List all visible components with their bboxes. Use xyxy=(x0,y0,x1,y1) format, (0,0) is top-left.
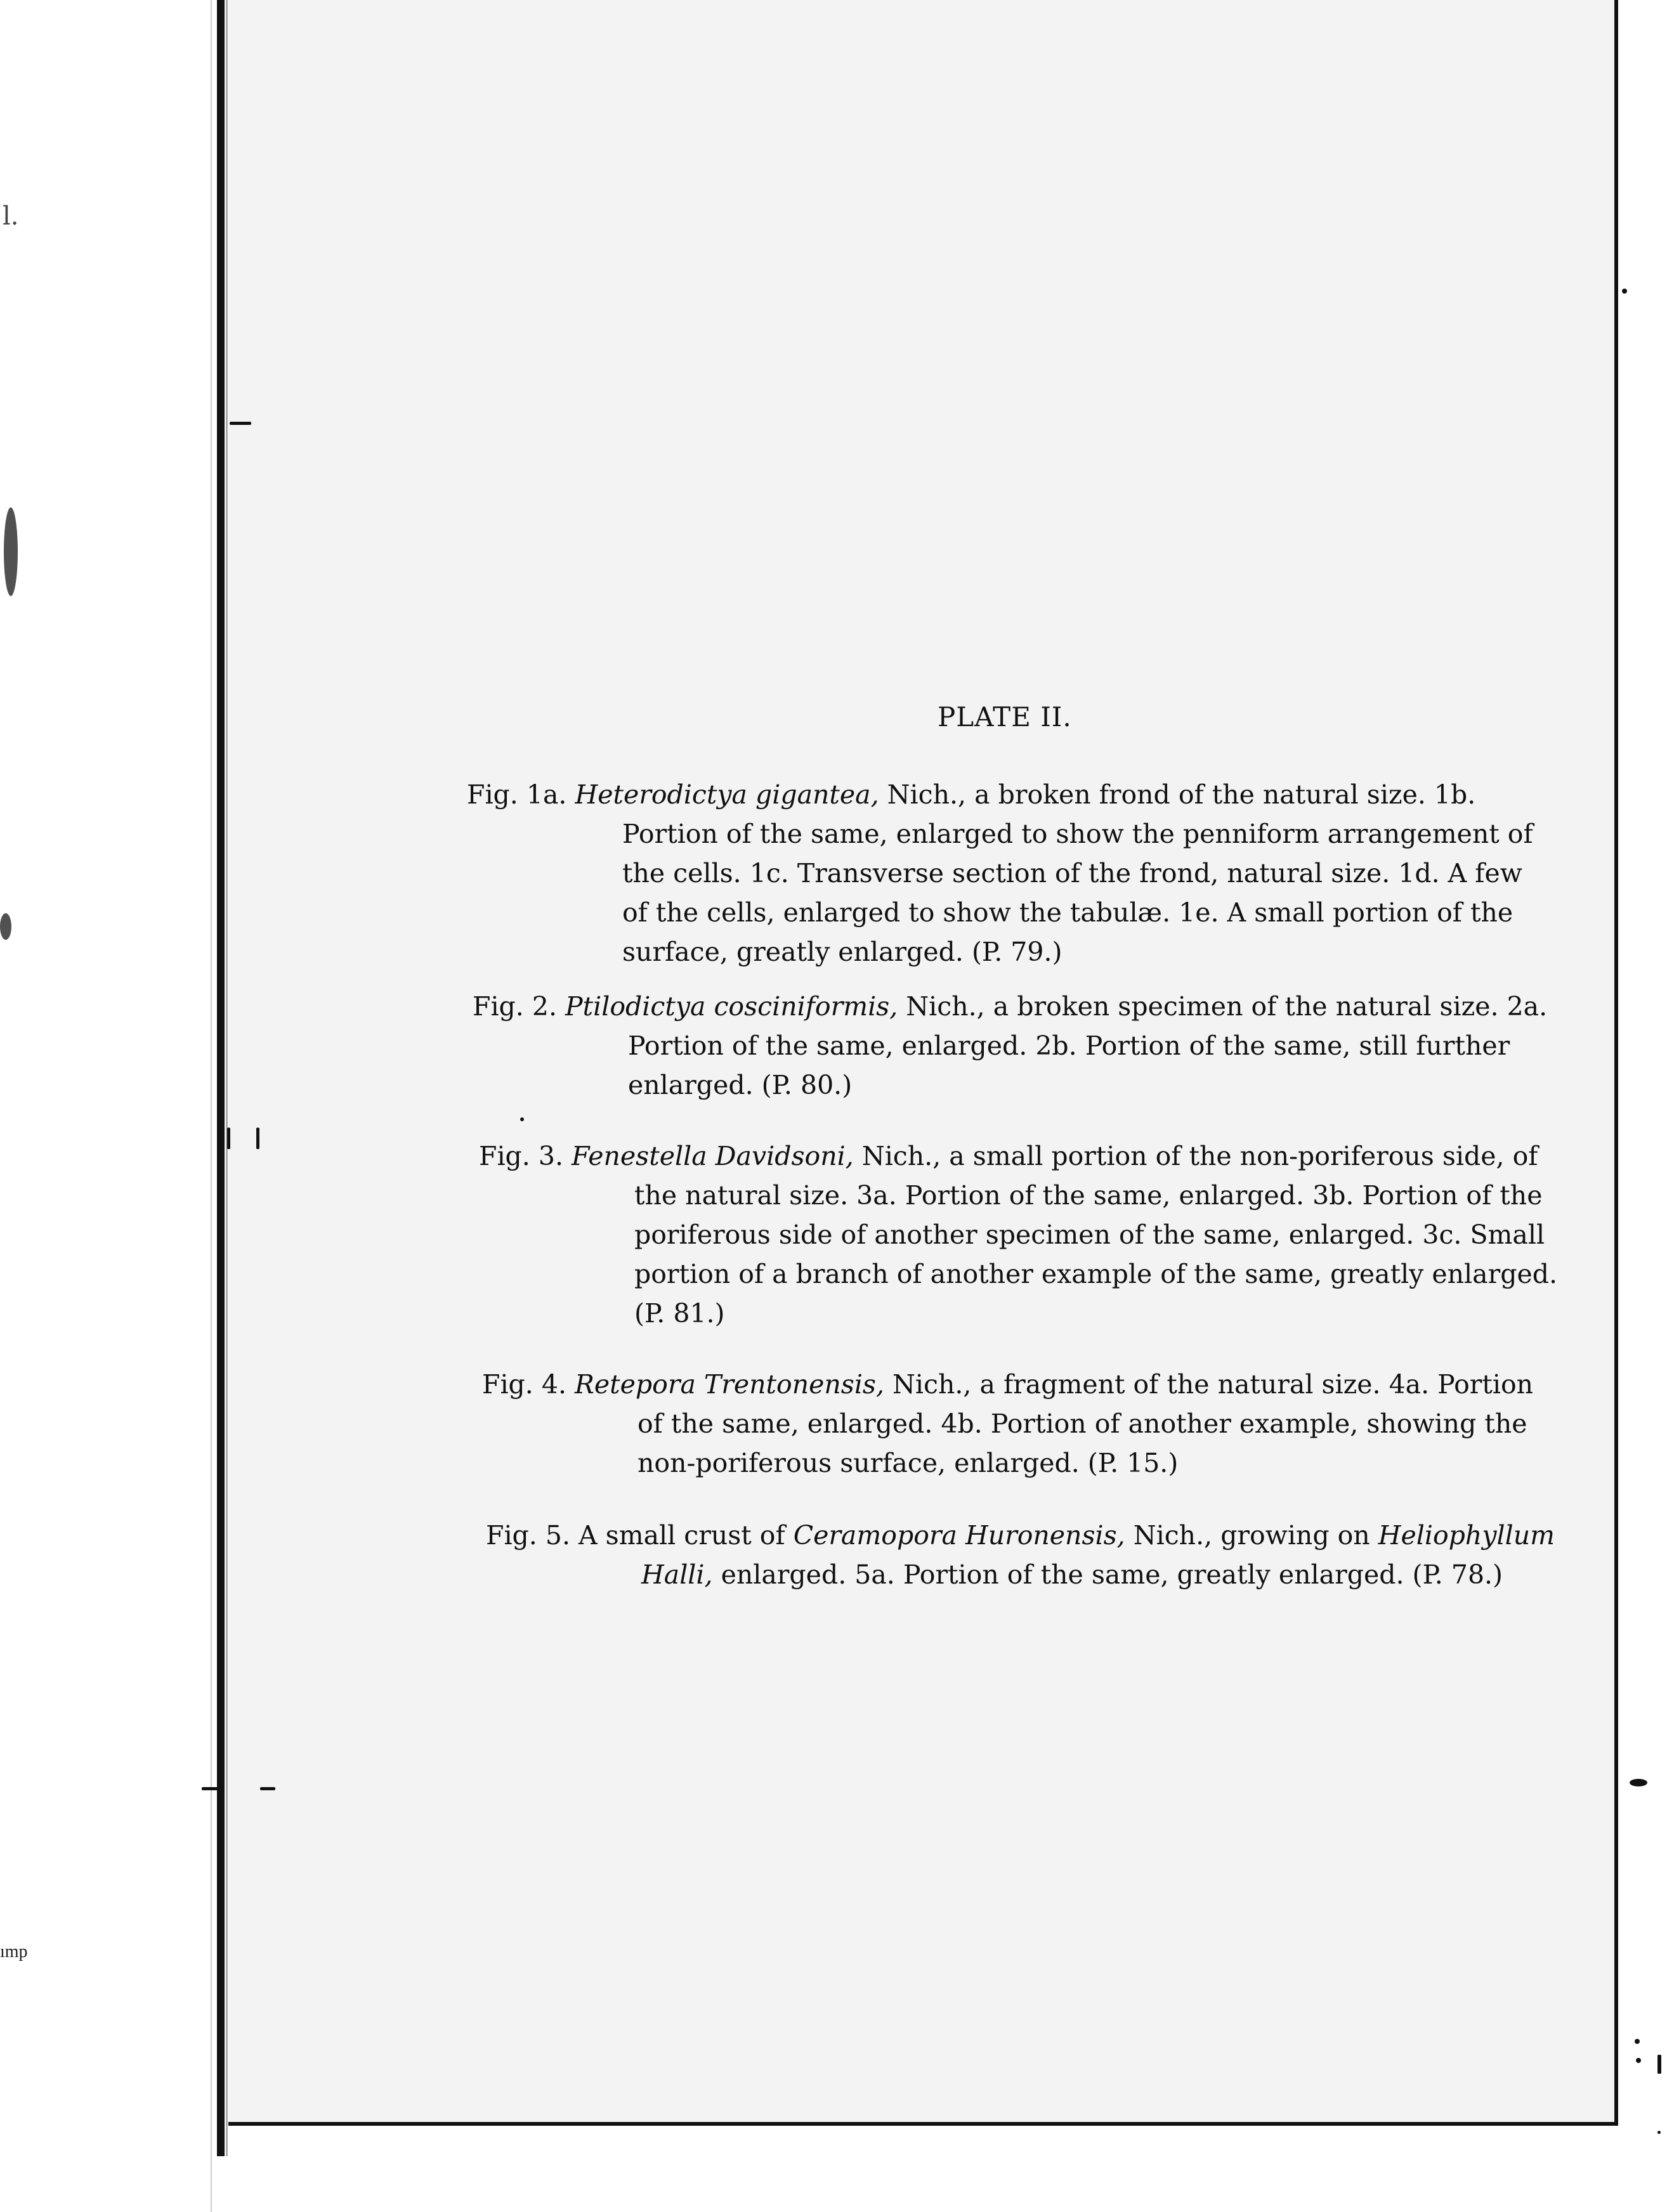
caption-line: Portion of the same, enlarged. 2b. Portion of the same, still further xyxy=(628,1031,1510,1061)
speck xyxy=(1635,2039,1640,2044)
binding-mark xyxy=(202,1787,222,1790)
caption-line: of the cells, enlarged to show the tabulæ. 1e. A small portion of the xyxy=(622,897,1513,928)
speck xyxy=(1636,2058,1641,2063)
binding-mark xyxy=(230,422,251,425)
caption-text: Nich., a broken frond of the natural size. 1b. xyxy=(879,779,1476,810)
figure-label: Fig. 4. xyxy=(482,1369,566,1400)
caption-text: Nich., a broken specimen of the natural size. 2a. xyxy=(898,991,1548,1022)
caption-line xyxy=(486,1555,1555,1594)
figure-label: Fig. 1a. xyxy=(467,779,567,810)
figure-label: Fig. 3. xyxy=(479,1141,563,1171)
species-name: Heliophyllum xyxy=(1378,1520,1555,1551)
caption-line xyxy=(473,987,1547,1026)
binding-mark xyxy=(227,1128,230,1149)
ink-dot xyxy=(520,1117,524,1121)
species-name: Fenestella Davidsoni, xyxy=(572,1141,854,1171)
speck xyxy=(1630,1779,1647,1786)
caption-line: poriferous side of another specimen of the same, enlarged. 3c. Small xyxy=(634,1220,1545,1250)
figure-label: Fig. 2. xyxy=(473,991,557,1022)
figure-label: Fig. 5. xyxy=(486,1520,570,1551)
figure-caption-5 xyxy=(486,1516,1555,1594)
ink-stain xyxy=(0,913,11,940)
caption-text: Nich., a small portion of the non-poriferous side, of xyxy=(853,1141,1538,1171)
species-name: Heterodictya gigantea, xyxy=(575,779,879,810)
facing-page-fragment: l. xyxy=(3,202,19,231)
figure-caption-3 xyxy=(479,1136,1557,1333)
caption-text: enlarged. 5a. Portion of the same, greatly enlarged. (P. 78.) xyxy=(712,1559,1503,1590)
species-name: Halli, xyxy=(641,1559,713,1590)
species-name: Ptilodictya cosciniformis, xyxy=(565,991,898,1022)
caption-text: Nich., a fragment of the natural size. 4a. Portion xyxy=(884,1369,1534,1400)
caption-line: the natural size. 3a. Portion of the same, enlarged. 3b. Portion of the xyxy=(634,1180,1543,1211)
caption-text: A small crust of xyxy=(570,1520,794,1551)
caption-line: the cells. 1c. Transverse section of the frond, natural size. 1d. A few xyxy=(622,858,1522,888)
caption-line xyxy=(482,1365,1533,1404)
caption-line xyxy=(467,775,1533,814)
binding-shadow xyxy=(226,0,228,2156)
right-margin-strip xyxy=(1618,0,1667,2212)
page-edge-line xyxy=(211,0,212,2212)
caption-line: enlarged. (P. 80.) xyxy=(628,1070,853,1100)
caption-line: of the same, enlarged. 4b. Portion of another example, showing the xyxy=(637,1409,1527,1439)
figure-caption-1 xyxy=(467,775,1533,972)
facing-page-fragment: ımp xyxy=(0,1942,28,1962)
figure-caption-4 xyxy=(482,1365,1533,1483)
caption-line xyxy=(486,1516,1555,1555)
speck xyxy=(1657,2131,1661,2134)
caption-line: non-poriferous surface, enlarged. (P. 15.) xyxy=(637,1448,1179,1478)
plate-title: PLATE II. xyxy=(938,701,1072,732)
binding-mark xyxy=(256,1128,259,1149)
caption-line xyxy=(479,1136,1557,1176)
binding-edge xyxy=(217,0,225,2156)
ink-stain xyxy=(4,507,18,596)
speck xyxy=(1622,289,1627,294)
caption-text: Nich., growing on xyxy=(1125,1520,1378,1551)
binding-mark xyxy=(260,1787,275,1790)
species-name: Ceramopora Huronensis, xyxy=(793,1520,1125,1551)
figure-caption-2 xyxy=(473,987,1547,1105)
caption-line: portion of a branch of another example of the same, greatly enlarged. xyxy=(634,1259,1557,1289)
caption-line: (P. 81.) xyxy=(634,1298,725,1329)
speck xyxy=(1657,2055,1661,2074)
caption-line: surface, greatly enlarged. (P. 79.) xyxy=(622,937,1062,967)
caption-line: Portion of the same, enlarged to show the penniform arrangement of xyxy=(622,819,1533,849)
facing-page-strip xyxy=(0,0,219,2212)
species-name: Retepora Trentonensis, xyxy=(575,1369,885,1400)
